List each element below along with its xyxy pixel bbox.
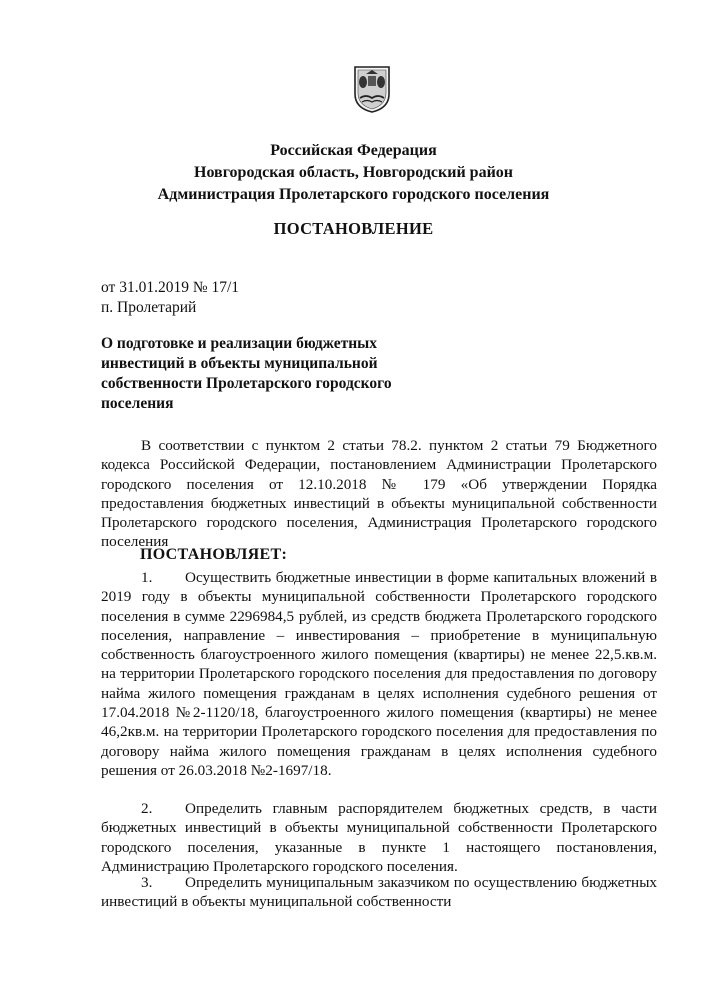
item-number: 1. xyxy=(141,569,153,586)
item-text: Определить главным распорядителем бюджетных средств, в части бюджетных инвестиций в объекты муниципальной собственности Пролетарского городского поселения, указанные в пункте 1 настоящего постановления, Администрацию Пролетарского городского поселения. xyxy=(101,800,657,875)
header-region: Новгородская область, Новгородский район xyxy=(194,164,513,181)
decree-heading: ПОСТАНОВЛЯЕТ: xyxy=(140,546,288,563)
item-text: Осуществить бюджетные инвестиции в форме капитальных вложений в 2019 году в объекты муниципальной собственности Пролетарского городского поселения в сумме 2296984,5 рублей, из средств бюджета Пролетарского городского поселения, направление – инвестирования – приобретение в муниципальную собственность благоустроенного жилого помещения (квартиры) не менее 22,5.кв.м. на территории Пролетарского городского поселения для предоставления по договору найма жилого помещения гражданам в целях исполнения судебного решения от 17.04.2018 №2-1120/18, благоустроенного жилого помещения (квартиры) не менее 46,2кв.м. на территории Пролетарского городского поселения для предоставления по договору найма жилого помещения гражданам в целях исполнения судебного решения от 26.03.2018 №2-1697/18. xyxy=(101,569,657,779)
decree-item xyxy=(101,799,657,876)
document-place: п. Пролетарий xyxy=(101,299,197,316)
header-country: Российская Федерация xyxy=(270,142,437,159)
item-number: 3. xyxy=(141,874,153,891)
document-type: ПОСТАНОВЛЕНИЕ xyxy=(273,219,434,238)
item-number: 2. xyxy=(141,800,153,817)
decree-item xyxy=(101,873,657,912)
document-subject: О подготовке и реализации бюджетных инвестиций в объекты муниципальной собственности Пролетарского городского поселения xyxy=(101,335,392,412)
header-administration: Администрация Пролетарского городского поселения xyxy=(157,186,550,203)
decree-item xyxy=(101,568,657,780)
preamble-paragraph: В соответствии с пунктом 2 статьи 78.2. пунктом 2 статьи 79 Бюджетного кодекса Российской Федерации, постановлением Администрации Пролетарского городского поселения от 12.10.2018 № 179 «Об утверждении Порядка предоставления бюджетных инвестиций в объекты муниципальной собственности Пролетарского городского поселения, Администрация Пролетарского городского поселения xyxy=(101,437,657,551)
coat-of-arms-icon xyxy=(352,64,392,114)
item-text: Определить муниципальным заказчиком по осуществлению бюджетных инвестиций в объекты муниципальной собственности xyxy=(101,874,657,911)
document-date-number: от 31.01.2019 № 17/1 xyxy=(101,279,240,296)
